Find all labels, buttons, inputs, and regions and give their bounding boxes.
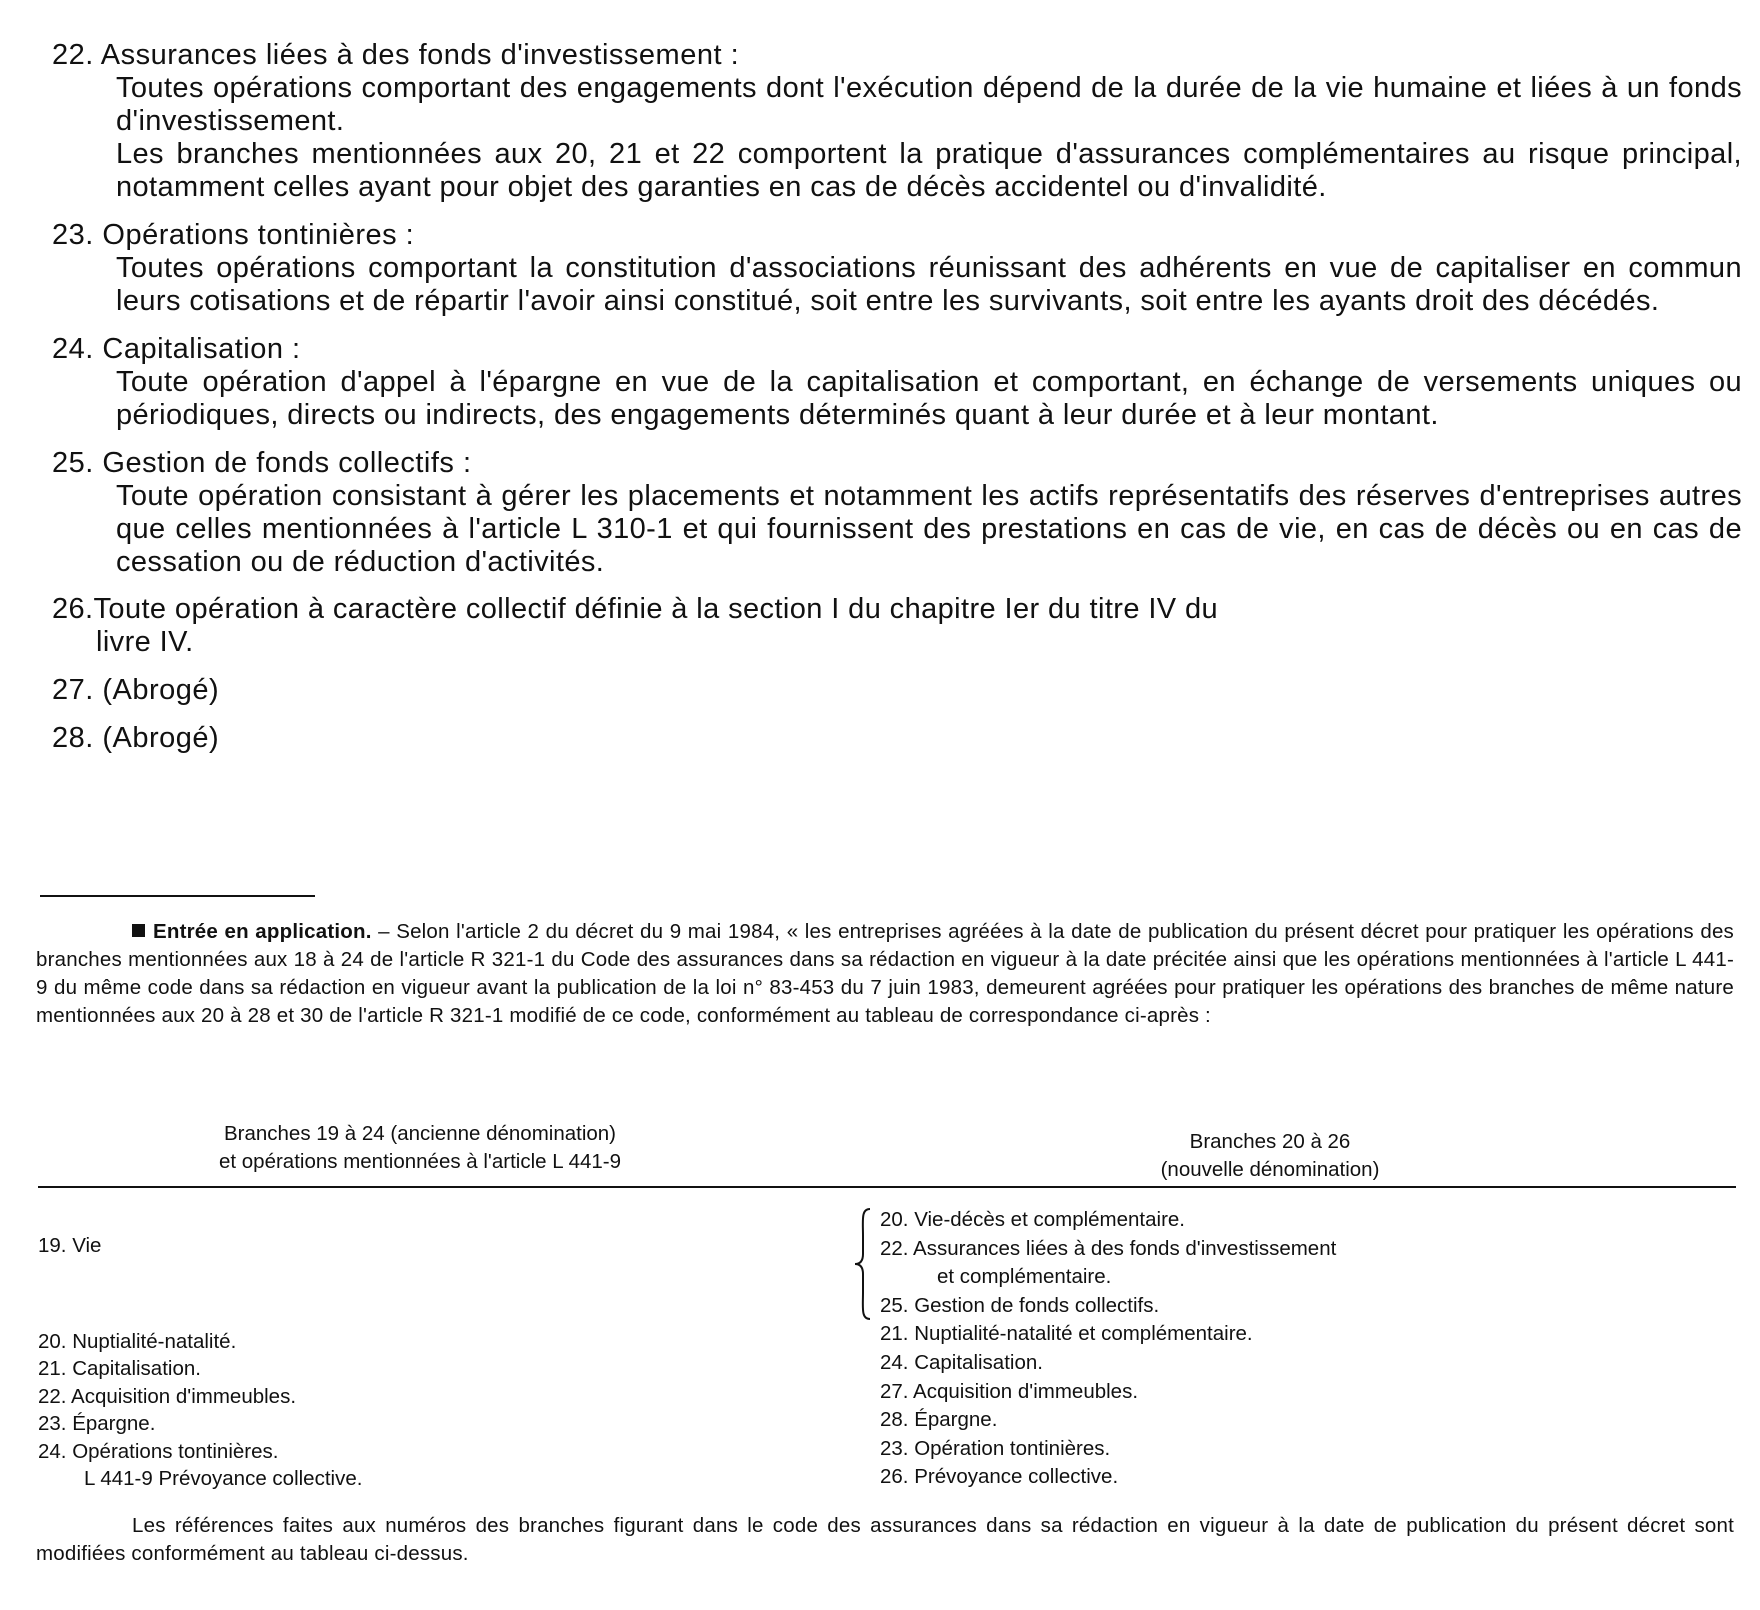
article-body <box>116 366 1742 432</box>
article-text: Toute opération à caractère collectif définie à la section I du chapitre Ier du titre IV du <box>93 593 1219 625</box>
application-note <box>36 918 1734 1030</box>
article-title: Capitalisation : <box>102 333 301 365</box>
table-cell: 22. Assurances liées à des fonds d'investissement <box>880 1236 1337 1260</box>
table-column-old <box>38 1232 362 1493</box>
article-item-24 <box>52 332 1742 432</box>
article-body <box>116 252 1742 318</box>
article-paragraph: Toutes opérations comportant des engagements dont l'exécution dépend de la durée de la vie humaine et liées à un fonds d'investissement. <box>116 72 1742 137</box>
article-list <box>52 38 1742 769</box>
table-cell: et complémentaire. <box>937 1265 1112 1289</box>
article-number: 28. <box>52 722 94 754</box>
article-title: Opérations tontinières : <box>102 219 415 251</box>
article-paragraph: Les branches mentionnées aux 20, 21 et 22 comportent la pratique d'assurances complémentaires au risque principal, notamment celles ayant pour objet des garanties en cas de décès accidentel ou d'invalidité. <box>116 138 1742 203</box>
table-cell: 23. Opération tontinières. <box>880 1436 1111 1460</box>
article-number: 26. <box>52 593 94 625</box>
article-heading <box>52 218 1742 252</box>
table-cell: 19. Vie <box>38 1234 102 1257</box>
article-text: (Abrogé) <box>102 674 220 706</box>
table-cell: 27. Acquisition d'immeubles. <box>880 1379 1139 1403</box>
note-text: – Selon l'article 2 du décret du 9 mai 1984, « les entreprises agréées à la date de publication du présent décret pour pratiquer les opérations des branches mentionnées aux 18 à 24 de l'article R 321-1 du Code des assurances dans sa rédaction en vigueur à la date précitée ainsi que les opérations mentionnées à l'article L 441-9 du même code dans sa rédaction en vigueur avant la publication de la loi n° 83-453 du 7 juin 1983, demeurent agréées pour pratiquer les opérations des branches de même nature mentionnées aux 20 à 28 et 30 de l'article R 321-1 modifié de ce code, conformément au tableau de correspondance ci-après : <box>36 920 1734 1027</box>
table-cell: 25. Gestion de fonds collectifs. <box>880 1293 1160 1317</box>
article-number: 27. <box>52 674 94 706</box>
table-cell: 24. Opérations tontinières. <box>38 1439 279 1463</box>
section-divider <box>40 895 315 897</box>
table-header-line: Branches 20 à 26 <box>1189 1130 1351 1153</box>
table-header-rule <box>38 1186 1736 1188</box>
table-cell: 28. Épargne. <box>880 1408 998 1432</box>
table-cell: 22. Acquisition d'immeubles. <box>38 1384 297 1408</box>
article-body <box>116 480 1742 579</box>
article-heading <box>52 332 1742 366</box>
article-number: 24. <box>52 333 94 365</box>
article-title: Assurances liées à des fonds d'investissement : <box>100 39 740 71</box>
article-paragraph: Toutes opérations comportant la constitution d'associations réunissant des adhérents en vue de capitaliser en commun leurs cotisations et de répartir l'avoir ainsi constitué, soit entre les survivants, soit entre les ayants droit des décédés. <box>116 252 1742 317</box>
article-paragraph: Toute opération d'appel à l'épargne en vue de la capitalisation et comportant, en échange de versements uniques ou périodiques, directs ou indirects, des engagements déterminés quant à leur durée et à leur montant. <box>116 366 1742 431</box>
table-cell: L 441-9 Prévoyance collective. <box>84 1467 363 1490</box>
table-header-left <box>40 1120 800 1176</box>
table-column-new <box>880 1206 1336 1492</box>
article-paragraph: Toute opération consistant à gérer les placements et notamment les actifs représentatifs des réserves d'entreprises autres que celles mentionnées à l'article L 310-1 et qui fournissent des prestations en cas de vie, en cas de décès ou en cas de cessation ou de réduction d'activités. <box>116 480 1742 578</box>
article-text: (Abrogé) <box>102 722 220 754</box>
table-header-line: et opérations mentionnées à l'article L 441-9 <box>218 1150 621 1173</box>
table-cell: 20. Nuptialité-natalité. <box>38 1329 237 1353</box>
note-lead: Entrée en application. <box>153 920 372 943</box>
article-heading <box>52 38 1742 72</box>
article-heading <box>52 446 1742 480</box>
article-item-23 <box>52 218 1742 318</box>
article-title: Gestion de fonds collectifs : <box>102 447 472 479</box>
article-item-27 <box>52 673 1742 707</box>
table-cell: 20. Vie-décès et complémentaire. <box>880 1208 1186 1231</box>
table-header-right <box>1060 1128 1480 1184</box>
square-bullet-icon <box>132 924 145 937</box>
article-number: 22. <box>52 39 94 71</box>
article-number: 23. <box>52 219 94 251</box>
table-header-line: (nouvelle dénomination) <box>1160 1158 1380 1181</box>
article-item-22 <box>52 38 1742 204</box>
curly-brace-icon <box>852 1206 874 1322</box>
footnote-paragraph: Les références faites aux numéros des branches figurant dans le code des assurances dans sa rédaction en vigueur à la date de publication du présent décret sont modifiées conformément au tableau ci-dessus. <box>36 1514 1734 1565</box>
article-body <box>116 72 1742 204</box>
article-text-continued: livre IV. <box>96 626 194 658</box>
table-cell: 21. Capitalisation. <box>38 1357 201 1380</box>
article-item-25 <box>52 446 1742 579</box>
article-number: 25. <box>52 447 94 479</box>
article-item-28 <box>52 721 1742 755</box>
table-cell: 23. Épargne. <box>38 1412 156 1435</box>
table-cell: 26. Prévoyance collective. <box>880 1465 1119 1489</box>
table-header-line: Branches 19 à 24 (ancienne dénomination) <box>223 1122 617 1145</box>
table-cell: 21. Nuptialité-natalité et complémentaire. <box>880 1322 1253 1346</box>
article-item-26 <box>52 593 1742 659</box>
table-cell: 24. Capitalisation. <box>880 1350 1043 1374</box>
